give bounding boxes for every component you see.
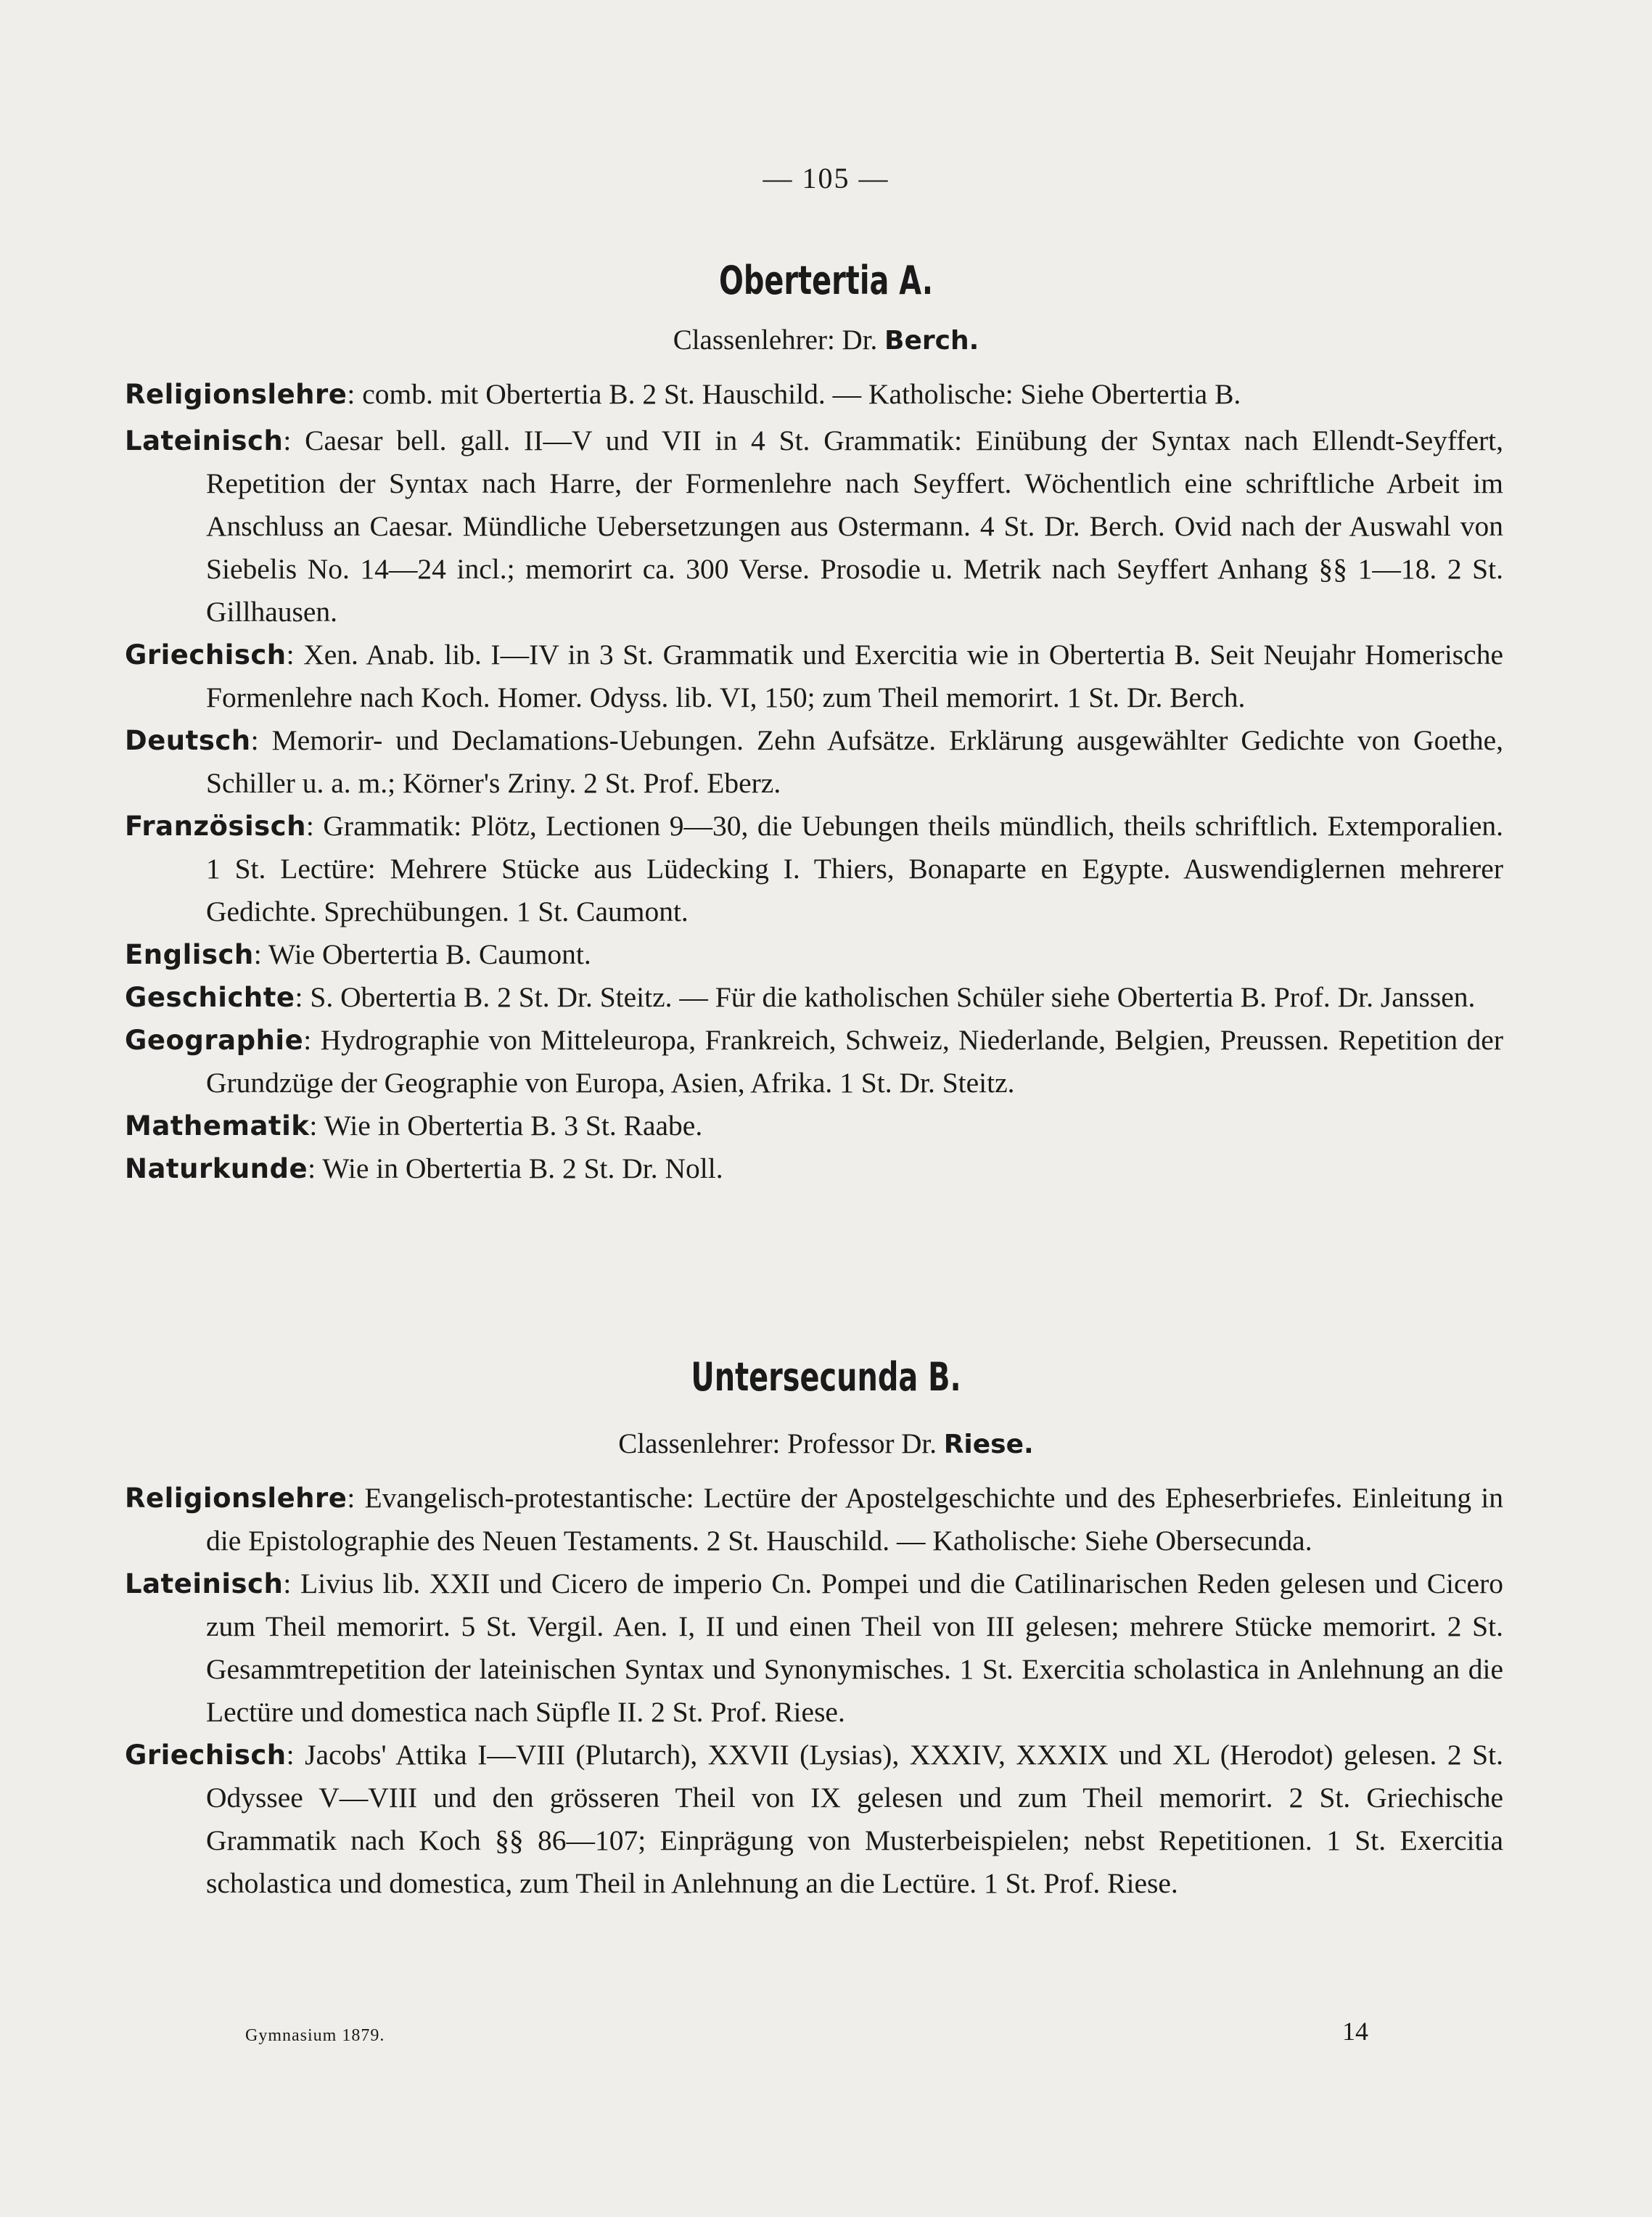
entry-text: : Xen. Anab. lib. I—IV in 3 St. Grammatik und Exercitia wie in Obertertia B. Seit Neujahr Homerische Formenlehre nach Koch. Homer. Odyss. lib. VI, 150; zum Theil memorirt. 1 St. Dr. Berch. [206,639,1503,713]
section-entries-obertertia-a [125,373,1503,1190]
section-title-obertertia-a: Obertertia A. [718,258,933,303]
section-entries-untersecunda-b [125,1477,1503,1905]
class-teacher-line [0,324,1652,356]
entry-text: : Wie in Obertertia B. 2 St. Dr. Noll. [308,1152,723,1184]
section-title-untersecunda-b: Untersecunda B. [691,1354,961,1400]
entry-griechisch [125,1734,1503,1905]
entry-subject: Religionslehre [125,379,348,410]
entry-franzoesisch [125,805,1503,933]
class-teacher-label: Classenlehrer: Dr. [673,324,878,356]
entry-deutsch [125,719,1503,805]
entry-religionslehre [125,1477,1503,1562]
entry-griechisch [125,634,1503,719]
entry-text: : comb. mit Obertertia B. 2 St. Hauschild. — Katholische: Siehe Obertertia B. [347,378,1241,410]
entry-mathematik [125,1105,1503,1147]
entry-text: : Evangelisch-protestantische: Lectüre der Apostelgeschichte und des Epheserbriefes. Einleitung in die Epistolographie des Neuen Testaments. 2 St. Hauschild. — Katholische: Siehe Obersecunda. [206,1482,1503,1557]
entry-text: : Jacobs' Attika I—VIII (Plutarch), XXVII (Lysias), XXXIV, XXXIX und XL (Herodot) gelesen. 2 St. Odyssee V—VIII und den grösseren Theil von IX gelesen und zum Theil memorirt. 2 St. Griechische Grammatik nach Koch §§ 86—107; Einprägung von Musterbeispielen; nebst Repetitionen. 1 St. Exercitia scholastica und domestica, zum Theil in Anlehnung an die Lectüre. 1 St. Prof. Riese. [206,1739,1503,1899]
footer-signature-mark: 14 [1342,2017,1368,2046]
entry-subject: Griechisch [125,1739,287,1771]
class-teacher-line [0,1427,1652,1460]
entry-text: : Memorir- und Declamations-Uebungen. Zehn Aufsätze. Erklärung ausgewählter Gedichte von Goethe, Schiller u. a. m.; Körner's Zriny. 2 St. Prof. Eberz. [206,724,1503,799]
entry-subject: Geographie [125,1025,304,1056]
class-teacher-name: Berch. [884,326,979,356]
entry-subject: Englisch [125,939,254,970]
entry-geographie [125,1019,1503,1105]
entry-text: : Livius lib. XXII und Cicero de imperio Cn. Pompei und die Catilinarischen Reden gelesen und Cicero zum Theil memorirt. 5 St. Vergil. Aen. I, II und einen Theil von III gelesen; mehrere Stücke memorirt. 2 St. Gesammtrepetition der lateinischen Syntax und Synonymisches. 1 St. Exercitia scholastica in Anlehnung an die Lectüre und domestica nach Süpfle II. 2 St. Prof. Riese. [206,1568,1503,1728]
entry-subject: Naturkunde [125,1153,308,1184]
entry-subject: Geschichte [125,982,295,1013]
entry-subject: Lateinisch [125,425,284,456]
entry-subject: Lateinisch [125,1568,284,1599]
entry-lateinisch [125,419,1503,634]
entry-text: : Caesar bell. gall. II—V und VII in 4 St. Grammatik: Einübung der Syntax nach Ellendt-Seyffert, Repetition der Syntax nach Harre, der Formenlehre nach Seyffert. Wöchentlich eine schriftliche Arbeit im Anschluss an Caesar. Mündliche Uebersetzungen aus Ostermann. 4 St. Dr. Berch. Ovid nach der Auswahl von Siebelis No. 14—24 incl.; memorirt ca. 300 Verse. Prosodie u. Metrik nach Seyffert Anhang §§ 1—18. 2 St. Gillhausen. [206,425,1503,628]
entry-subject: Religionslehre [125,1483,348,1514]
entry-subject: Griechisch [125,639,287,671]
entry-subject: Deutsch [125,725,251,756]
entry-geschichte [125,976,1503,1019]
entry-text: : Hydrographie von Mitteleuropa, Frankreich, Schweiz, Niederlande, Belgien, Preussen. Repetition der Grundzüge der Geographie von Europa, Asien, Afrika. 1 St. Dr. Steitz. [206,1024,1503,1099]
entry-lateinisch [125,1562,1503,1734]
entry-religionslehre [125,373,1503,416]
entry-englisch [125,933,1503,976]
class-teacher-name: Riese. [943,1430,1034,1459]
entry-naturkunde [125,1147,1503,1190]
entry-text: : S. Obertertia B. 2 St. Dr. Steitz. — Für die katholischen Schüler siehe Obertertia B. Prof. Dr. Janssen. [295,981,1476,1013]
entry-subject: Französisch [125,811,306,842]
entry-text: : Grammatik: Plötz, Lectionen 9—30, die Uebungen theils mündlich, theils schriftlich. Extemporalien. 1 St. Lectüre: Mehrere Stücke aus Lüdecking I. Thiers, Bonaparte en Egypte. Auswendiglernen mehrerer Gedichte. Sprechübungen. 1 St. Caumont. [206,810,1503,927]
entry-text: : Wie Obertertia B. Caumont. [253,938,591,970]
entry-subject: Mathematik [125,1110,310,1142]
page-number: — 105 — [763,162,889,194]
footer-publication: Gymnasium 1879. [245,2026,385,2045]
entry-text: : Wie in Obertertia B. 3 St. Raabe. [309,1110,703,1142]
class-teacher-label: Classenlehrer: Professor Dr. [618,1428,937,1459]
